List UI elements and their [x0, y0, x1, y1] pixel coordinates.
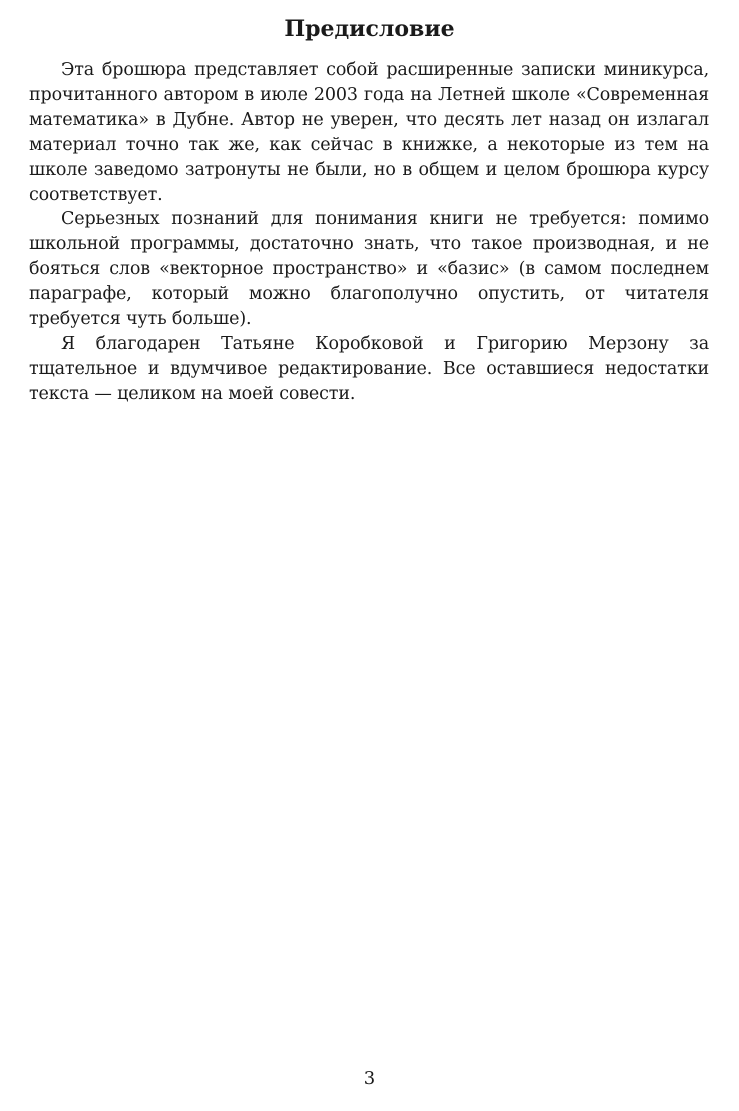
paragraph-intro: Эта брошюра представляет собой расширенные записки миникурса, прочитанного автором в июле 2003 года на Летней школе «Современная математика» в Дубне. Автор не уверен, что десять лет назад он излагал материал точно так же, как сейчас в книжке, а некоторые из тем на школе заведомо затронуты не были, но в общем и целом брошюра курсу соответствует.	[29, 60, 709, 205]
page-title: Предисловие	[284, 16, 455, 42]
paragraph-prerequisites: Серьезных познаний для понимания книги не требуется: помимо школьной программы, достаточно знать, что такое производная, и не бояться слов «векторное пространство» и «базис» (в самом последнем параграфе, который можно благополучно опустить, от читателя требуется чуть больше).	[29, 209, 709, 330]
body-text	[29, 58, 709, 407]
page-number: 3	[363, 1068, 376, 1089]
paragraph-acknowledgements: Я благодарен Татьяне Коробковой и Григорию Мерзону за тщательное и вдумчивое редактирование. Все оставшиеся недостатки текста — целиком на моей совести.	[29, 333, 709, 404]
